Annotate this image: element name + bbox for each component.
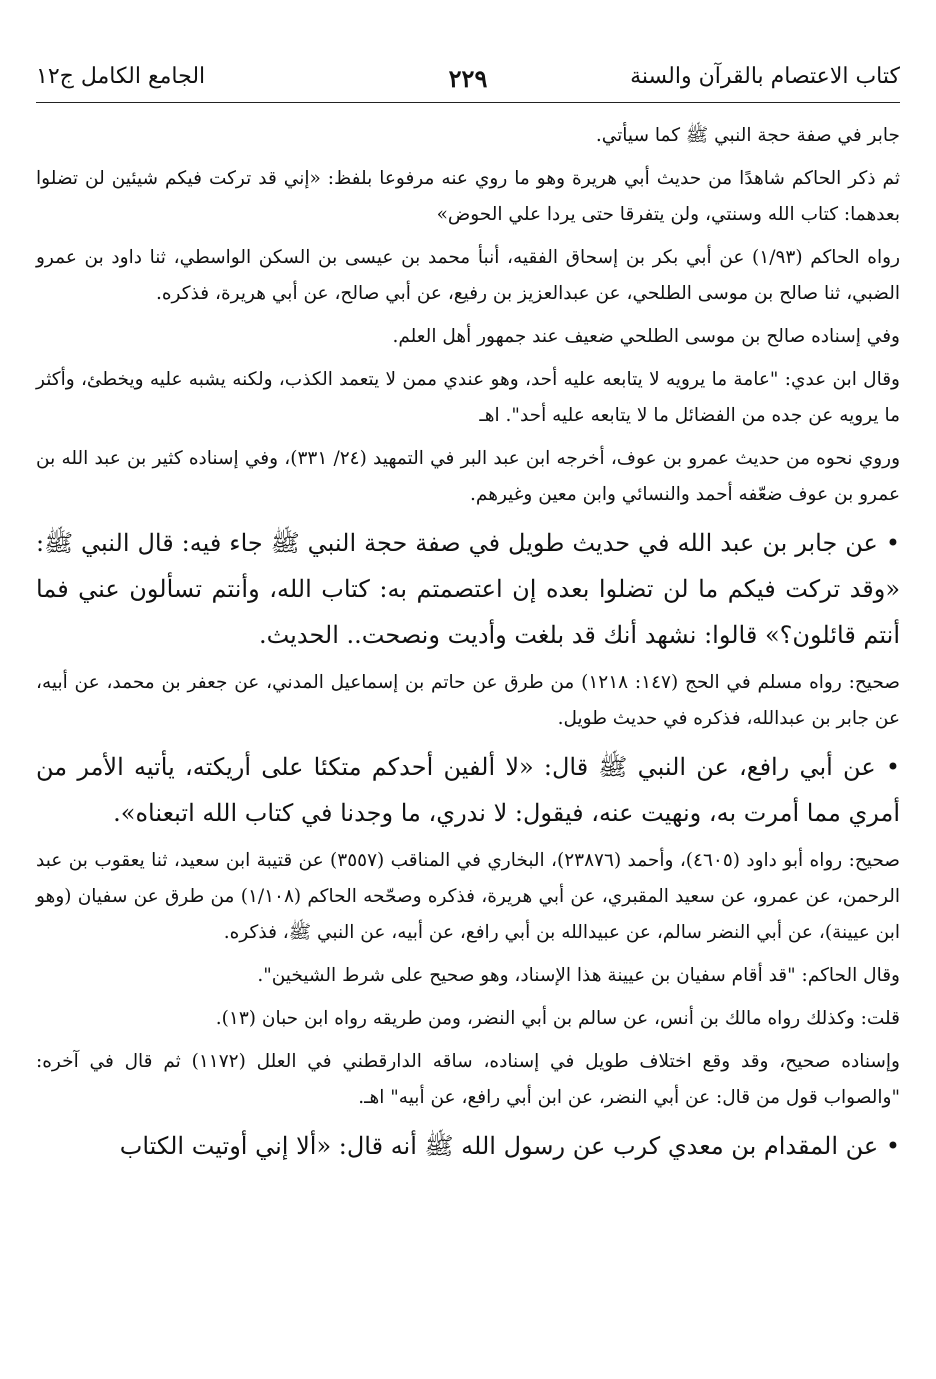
paragraph-commentary: وروي نحوه من حديث عمرو بن عوف، أخرجه ابن عبد البر في التمهيد (٢٤/ ٣٣١)، وفي إسناده كثير بن عبد الله بن عمرو بن عوف ضعّفه أحمد والنسائي وابن معين وغيرهم. <box>36 448 901 505</box>
hadith-text: • عن جابر بن عبد الله في حديث طويل في صفة حجة النبي ﷺ جاء فيه: قال النبي ﷺ: «وقد تركت فيكم ما لن تضلوا بعده إن اعتصمتم به: كتاب الله، وأنتم تسألون عني فما أنتم قائلون؟» قالوا: نشهد أنك قد بلغت وأديت ونصحت.. الحديث. <box>36 529 900 649</box>
page-body <box>36 118 900 1176</box>
paragraph-commentary: وقال الحاكم: "قد أقام سفيان بن عيينة هذا الإسناد، وهو صحيح على شرط الشيخين". <box>257 965 900 986</box>
paragraph-commentary: وإسناده صحيح، وقد وقع اختلاف طويل في إسناده، ساقه الدارقطني في العلل (١١٧٢) ثم قال في آخره: "والصواب قول من قال: عن أبي النضر، عن ابن أبي رافع، عن أبيه" اهـ. <box>36 1051 900 1108</box>
paragraph-commentary: وقال ابن عدي: "عامة ما يرويه لا يتابعه عليه أحد، وهو عندي ممن لا يتعمد الكذب، ولكنه يشبه عليه ويخطئ، وأكثر ما يرويه عن جده من الفضائل ما لا يتابعه عليه أحد". اهـ <box>36 369 900 426</box>
running-header <box>36 58 900 103</box>
paragraph-commentary: جابر في صفة حجة النبي ﷺ كما سيأتي. <box>595 125 900 146</box>
paragraph-commentary: قلت: وكذلك رواه مالك بن أنس، عن سالم بن أبي النضر، ومن طريقه رواه ابن حبان (١٣). <box>215 1008 900 1029</box>
paragraph-commentary: رواه الحاكم (١/٩٣) عن أبي بكر بن إسحاق الفقيه، أنبأ محمد بن عيسى بن السكن الواسطي، ثنا داود بن عمرو الضبي، ثنا صالح بن موسى الطلحي، عن عبدالعزيز بن رفيع، عن أبي صالح، عن أبي هريرة، فذكره. <box>36 247 901 304</box>
paragraph-commentary: وفي إسناده صالح بن موسى الطلحي ضعيف عند جمهور أهل العلم. <box>392 326 900 347</box>
paragraph-commentary: ثم ذكر الحاكم شاهدًا من حديث أبي هريرة وهو ما روي عنه مرفوعا بلفظ: «إني قد تركت فيكم شيئين لن تضلوا بعدهما: كتاب الله وسنتي، ولن يتفرقا حتى يردا علي الحوض» <box>36 168 900 225</box>
volume-title: الجامع الكامل ج١٢ <box>36 64 206 89</box>
hadith-text: • عن أبي رافع، عن النبي ﷺ قال: «لا ألفين أحدكم متكئا على أريكته، يأتيه الأمر من أمري مما أمرت به، ونهيت عنه، فيقول: لا ندري، ما وجدنا في كتاب الله اتبعناه». <box>36 753 900 827</box>
hadith-text: • عن المقدام بن معدي كرب عن رسول الله ﷺ أنه قال: «ألا إني أوتيت الكتاب <box>119 1132 900 1160</box>
page-number: ٢٢٩ <box>448 64 488 93</box>
paragraph-commentary: صحيح: رواه أبو داود (٤٦٠٥)، وأحمد (٢٣٨٧٦)، البخاري في المناقب (٣٥٥٧) عن قتيبة ابن سعيد، ثنا يعقوب بن عبد الرحمن، عن عمرو، عن سعيد المقبري، عن أبي هريرة، فذكره وصحّحه الحاكم (١/١٠٨) من طرق عن سفيان (وهو ابن عيينة)، عن أبي النضر سالم، عن عبيدالله بن أبي رافع، عن أبيه، عن النبي ﷺ، فذكره. <box>36 850 901 943</box>
paragraph-commentary: صحيح: رواه مسلم في الحج (١٤٧: ١٢١٨) من طرق عن حاتم بن إسماعيل المدني، عن جعفر بن محمد، عن أبيه، عن جابر بن عبدالله، فذكره في حديث طويل. <box>36 672 900 729</box>
book-title: كتاب الاعتصام بالقرآن والسنة <box>630 64 900 89</box>
